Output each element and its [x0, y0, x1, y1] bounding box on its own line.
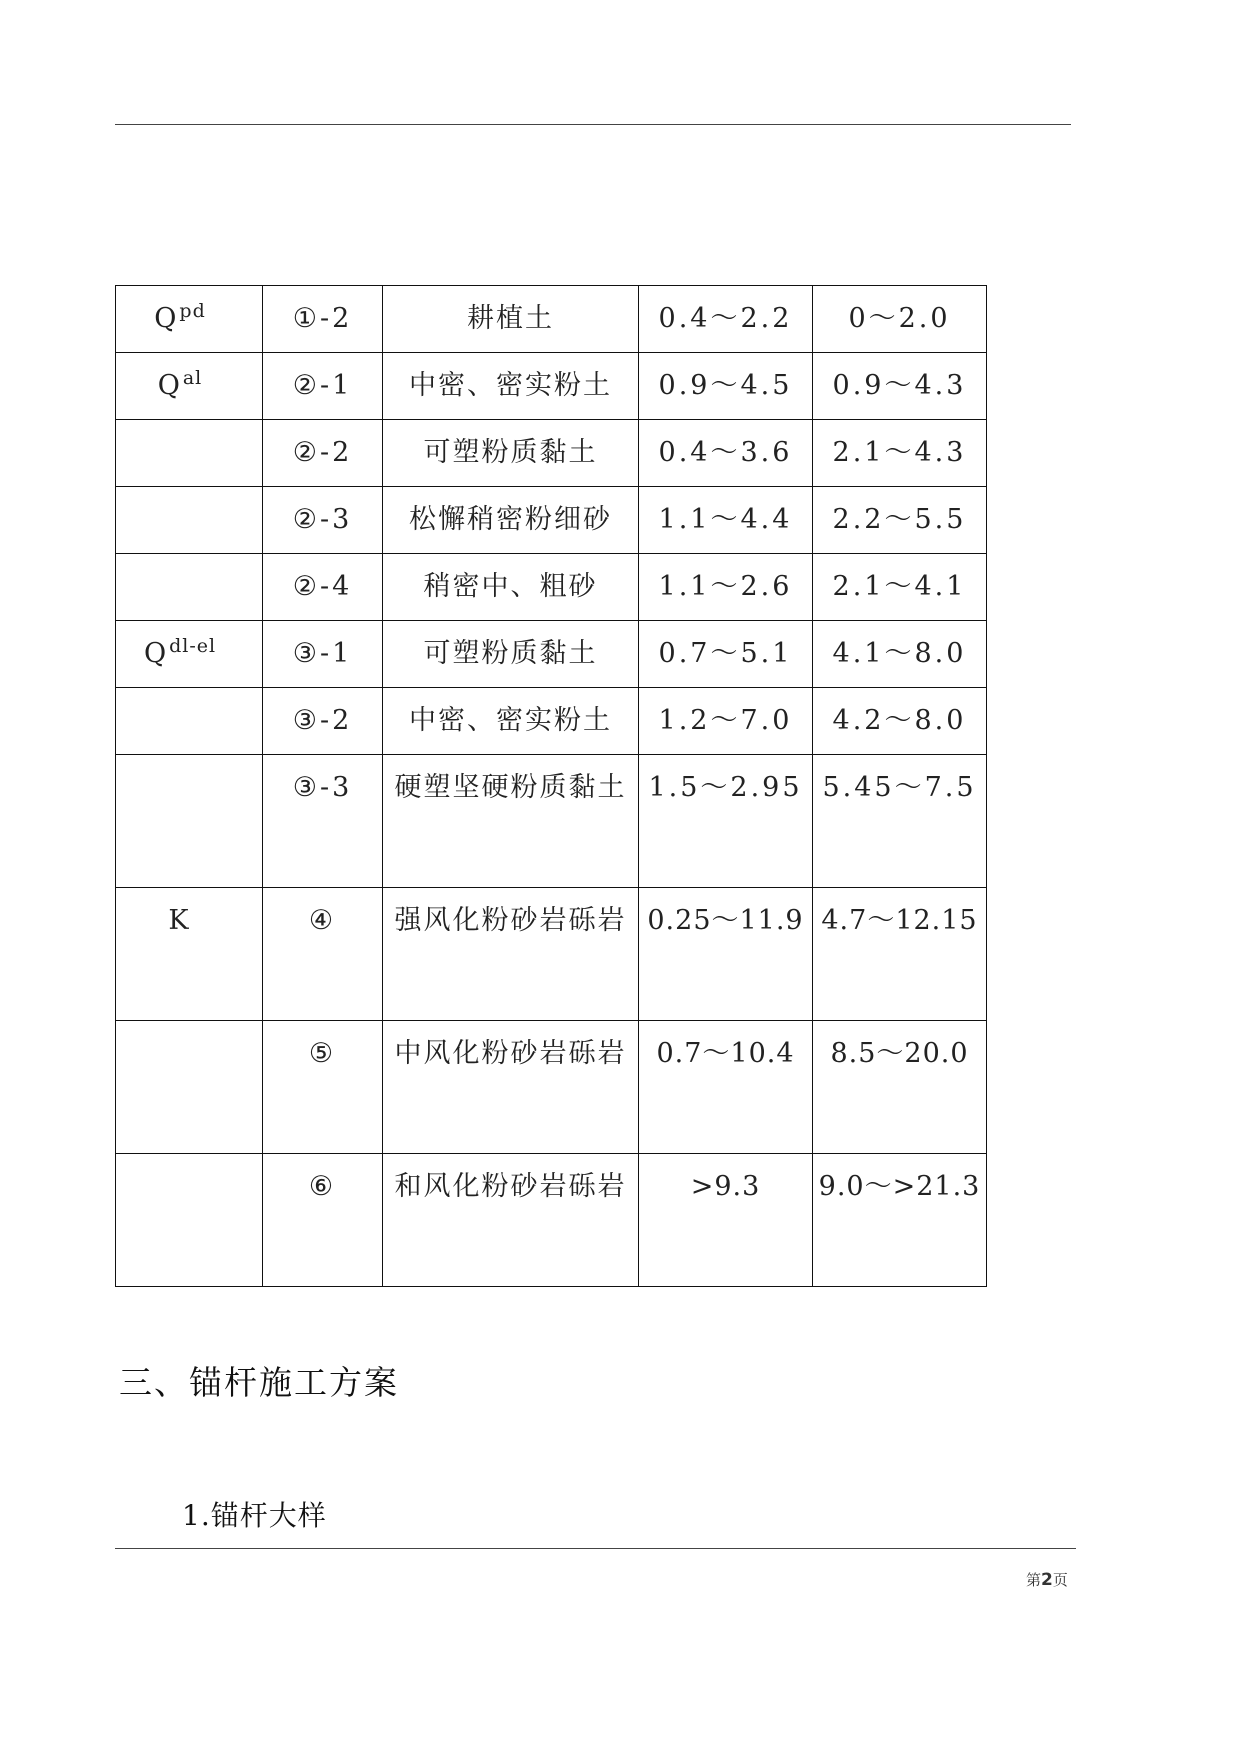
thickness-cell: 1.1～4.4 [639, 487, 813, 554]
depth-cell: 2.2～5.5 [813, 487, 987, 554]
layer-no-cell: ②-4 [263, 554, 383, 621]
layer-no-cell: ②-1 [263, 353, 383, 420]
soil-name-cell: 中密、密实粉土 [383, 353, 639, 420]
depth-cell: 0～2.0 [813, 286, 987, 353]
age-cell [116, 1021, 263, 1154]
soil-name-cell: 和风化粉砂岩砾岩 [383, 1154, 639, 1287]
soil-name-cell: 松懈稍密粉细砂 [383, 487, 639, 554]
thickness-cell: 0.4～2.2 [639, 286, 813, 353]
depth-cell: 9.0～>21.3 [813, 1154, 987, 1287]
soil-name-cell: 耕植土 [383, 286, 639, 353]
layer-no-cell: ③-1 [263, 621, 383, 688]
thickness-cell: 1.5～2.95 [639, 755, 813, 888]
depth-cell: 2.1～4.3 [813, 420, 987, 487]
table-row [116, 888, 987, 1021]
table-row [116, 286, 987, 353]
soil-name-cell: 可塑粉质黏土 [383, 621, 639, 688]
layer-no-cell: ①-2 [263, 286, 383, 353]
table-row [116, 1154, 987, 1287]
thickness-cell: 1.2～7.0 [639, 688, 813, 755]
age-cell: Q $^{pd}$ [116, 286, 263, 353]
layer-no-cell: ④ [263, 888, 383, 1021]
depth-cell: 4.1～8.0 [813, 621, 987, 688]
thickness-cell: 0.25～11.9 [639, 888, 813, 1021]
table-row [116, 554, 987, 621]
strata-table [115, 285, 987, 1287]
depth-cell: 8.5～20.0 [813, 1021, 987, 1154]
soil-name-cell: 强风化粉砂岩砾岩 [383, 888, 639, 1021]
depth-cell: 0.9～4.3 [813, 353, 987, 420]
thickness-cell: 0.7～5.1 [639, 621, 813, 688]
age-cell: Q $^{al}$ [116, 353, 263, 420]
age-cell [116, 688, 263, 755]
thickness-cell: 1.1～2.6 [639, 554, 813, 621]
age-cell [116, 554, 263, 621]
layer-no-cell: ②-3 [263, 487, 383, 554]
depth-cell: 4.7～12.15 [813, 888, 987, 1021]
soil-name-cell: 稍密中、粗砂 [383, 554, 639, 621]
age-cell [116, 755, 263, 888]
layer-no-cell: ⑥ [263, 1154, 383, 1287]
soil-name-cell: 中密、密实粉土 [383, 688, 639, 755]
thickness-cell: 0.7～10.4 [639, 1021, 813, 1154]
header-rule [115, 124, 1071, 125]
table-row [116, 353, 987, 420]
depth-cell: 4.2～8.0 [813, 688, 987, 755]
subsection-heading: 1.锚杆大样 [182, 1499, 327, 1532]
layer-no-cell: ⑤ [263, 1021, 383, 1154]
soil-name-cell: 中风化粉砂岩砾岩 [383, 1021, 639, 1154]
table-row [116, 1021, 987, 1154]
age-cell [116, 420, 263, 487]
age-cell: K [116, 888, 263, 1021]
depth-cell: 2.1～4.1 [813, 554, 987, 621]
section-heading: 三、锚杆施工方案 [119, 1363, 399, 1402]
soil-name-cell: 硬塑坚硬粉质黏土 [383, 755, 639, 888]
layer-no-cell: ③-3 [263, 755, 383, 888]
table-row [116, 420, 987, 487]
layer-no-cell: ②-2 [263, 420, 383, 487]
thickness-cell: 0.9～4.5 [639, 353, 813, 420]
table-row [116, 621, 987, 688]
layer-no-cell: ③-2 [263, 688, 383, 755]
age-cell [116, 487, 263, 554]
soil-name-cell: 可塑粉质黏土 [383, 420, 639, 487]
footer-rule [115, 1548, 1076, 1549]
thickness-cell: >9.3 [639, 1154, 813, 1287]
thickness-cell: 0.4～3.6 [639, 420, 813, 487]
age-cell: Q $^{dl-el}$ [116, 621, 263, 688]
table-row [116, 755, 987, 888]
table-row [116, 688, 987, 755]
age-cell [116, 1154, 263, 1287]
page-number: 第2页 [1026, 1570, 1068, 1590]
depth-cell: 5.45～7.5 [813, 755, 987, 888]
table-row [116, 487, 987, 554]
